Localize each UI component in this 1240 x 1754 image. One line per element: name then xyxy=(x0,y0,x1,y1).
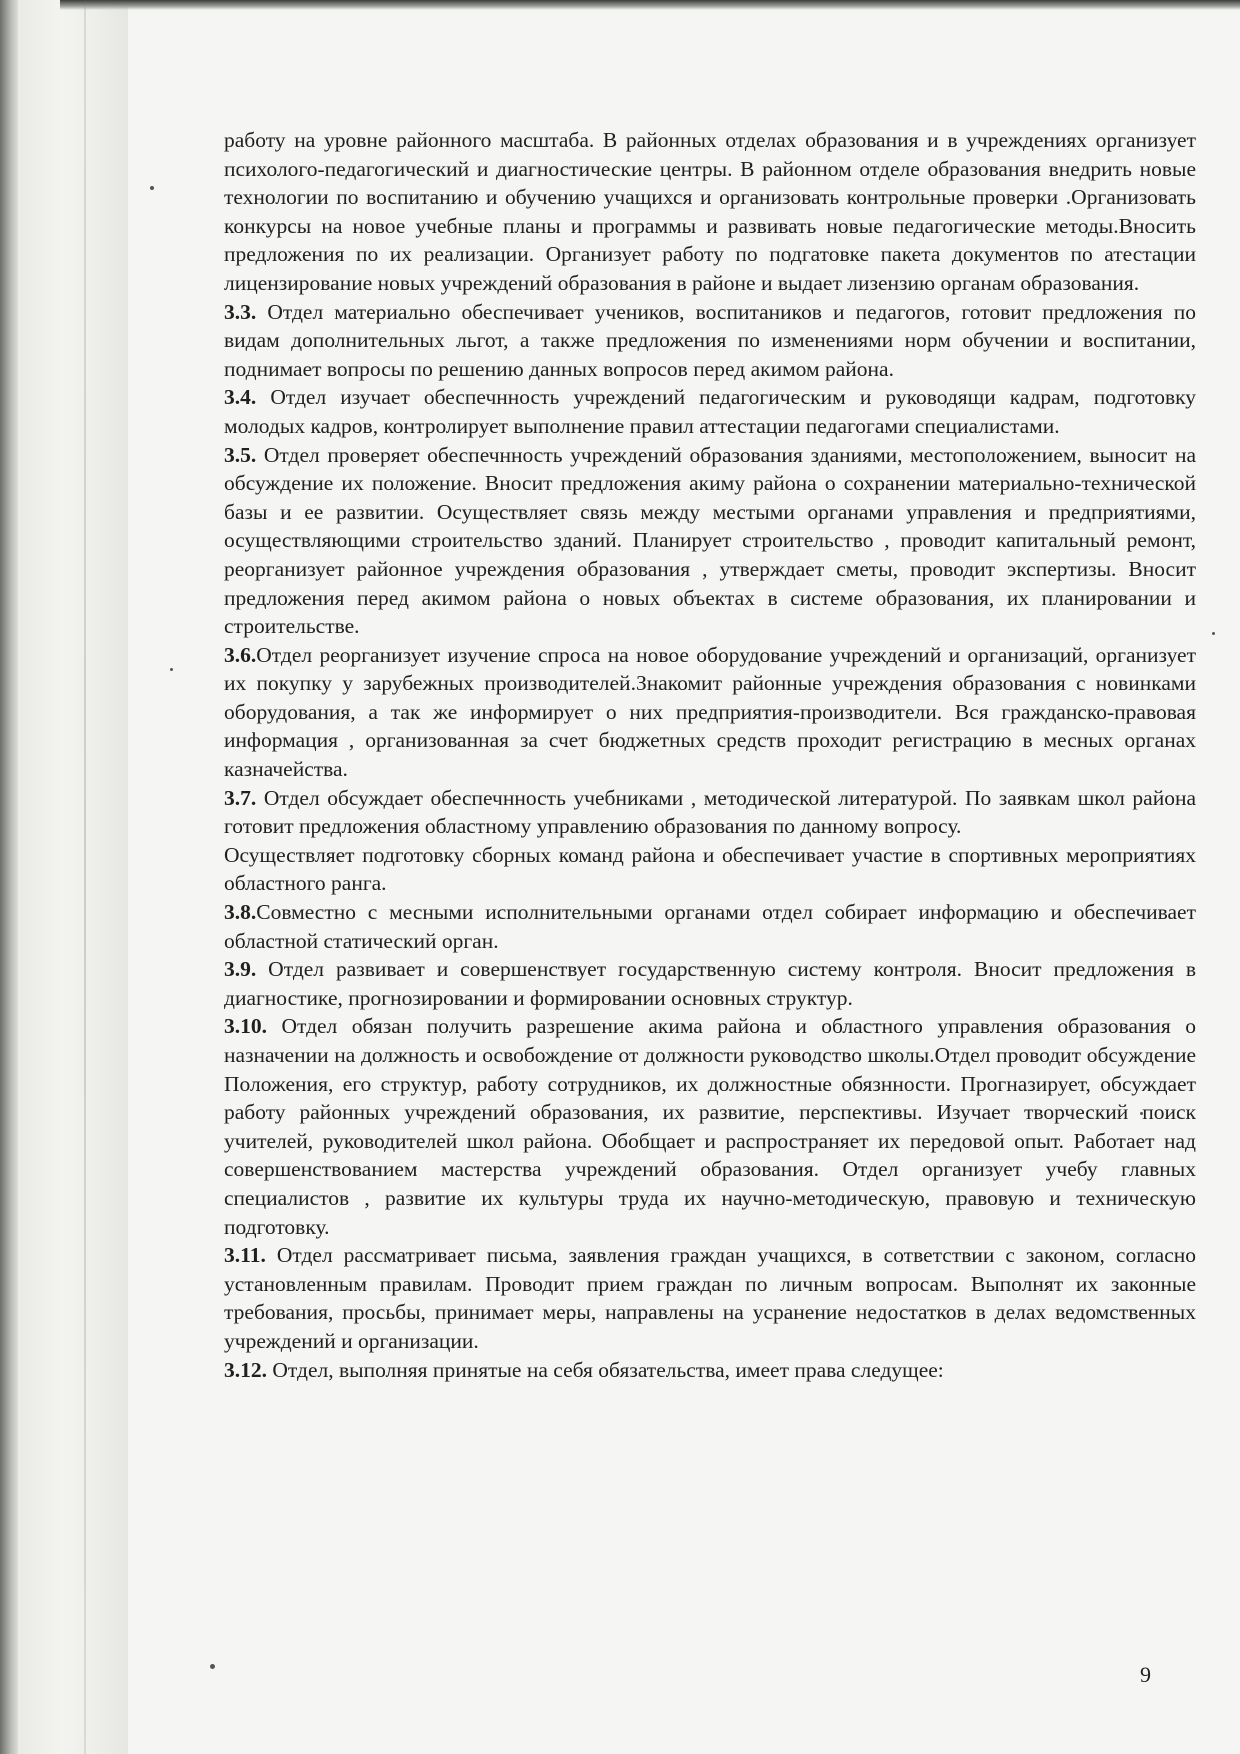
page-fold-line xyxy=(84,0,86,1754)
paragraph xyxy=(224,641,1196,784)
paragraph-number: 3.11. xyxy=(224,1243,266,1268)
paragraph-number: 3.3. xyxy=(224,299,257,324)
paragraph xyxy=(224,126,1196,298)
paragraph xyxy=(224,841,1196,898)
scan-speck xyxy=(170,668,173,671)
document-body xyxy=(224,126,1196,1384)
paragraph-text: Отдел изучает обеспечнность учреждений педагогическим и руководящи кадрам, подготовку молодых кадров, контролирует выполнение правил аттестации педагогами специалистами. xyxy=(224,385,1196,438)
paragraph-text: Отдел развивает и совершенствует государственную систему контроля. Вносит предложения в диагностике, прогнозировании и формировании основных структур. xyxy=(224,957,1196,1010)
paragraph-text: Отдел обсуждает обеспечнность учебниками , методической литературой. По заявкам школ района готовит предложения областному управлению образования по данному вопросу. xyxy=(224,785,1196,839)
paragraph-number: 3.5. xyxy=(224,442,257,467)
paragraph-number: 3.8. xyxy=(224,900,257,925)
paragraph-text: Отдел, выполняя принятые на себя обязательства, имеет права следущее: xyxy=(267,1357,944,1382)
paragraph xyxy=(224,955,1196,1012)
page-number: 9 xyxy=(1140,1662,1151,1687)
paragraph-text: Отдел проверяет обеспечнность учреждений образования зданиями, местоположением, выносит на обсуждение их положение. Вносит предложения акиму района о сохранении материально-технической базы и ее развитии. Осуществляет связь между местыми органами управления и предприятиями, осуществляющими строительство зданий. Планирует строительство , проводит капитальный ремонт, реорганизует районное учреждения образования , утверждает сметы, проводит экспертизы. Вносит предложения перед акимом района о новых объектах в системе образования, их планировании и строительстве. xyxy=(224,442,1196,639)
paragraph-number: 3.10. xyxy=(224,1014,267,1039)
scan-speck xyxy=(210,1664,215,1669)
paragraph-text: Отдел реорганизует изучение спроса на новое оборудование учреждений и организаций, организует их покупку у зарубежных производителей.Знакомит районные учреждения образования с новинками оборудования, а так же информирует о них предприятия-производители. Вся гражданско-правовая информация , организованная за счет бюджетных средств проходит регистрацию в месных органах казначейства. xyxy=(224,642,1196,782)
paragraph xyxy=(224,383,1196,440)
paragraph-text: Отдел материально обеспечивает учеников, воспитаников и педагогов, готовит предложения по видам дополнительных льгот, а также предложения по изменениями норм обучении и воспитании, поднимает вопросы по решению данных вопросов перед акимом района. xyxy=(224,299,1196,381)
paragraph-number: 3.7. xyxy=(224,785,257,810)
paragraph xyxy=(224,898,1196,955)
paragraph-text: Отдел рассматривает письма, заявления граждан учащихся, в сответствии с законом, согласно установленным правилам. Проводит прием граждан по личным вопросам. Выполнят их законные требования, просьбы, принимает меры, направлены на усранение недостатков в делах ведомственных учреждений и организации. xyxy=(224,1243,1196,1353)
paragraph xyxy=(224,1012,1196,1241)
paragraph-number: 3.12. xyxy=(224,1357,267,1382)
scan-speck xyxy=(150,186,154,190)
paragraph xyxy=(224,1356,1196,1385)
page-gutter xyxy=(18,0,128,1754)
paragraph-text: Осуществляет подготовку сборных команд района и обеспечивает участие в спортивных мероприятиях областного ранга. xyxy=(224,842,1196,896)
paragraph xyxy=(224,784,1196,841)
paragraph-number: 3.6. xyxy=(224,642,257,667)
paragraph xyxy=(224,298,1196,384)
paragraph-number: 3.9. xyxy=(224,957,257,982)
paragraph xyxy=(224,441,1196,641)
paragraph-text: работу на уровне районного масштаба. В районных отделах образования и в учреждениях организует психолого-педагогический и диагностические центры. В районном отделе образования внедрить новые технологии по воспитанию и обучению учащихся и организовать контрольные проверки .Организовать конкурсы на новое учебные планы и программы и развивать новые педагогические методы.Вносить предложения по их реализации. Организует работу по подгатовке пакета документов по атестации лицензирование новых учреждений образования в районе и выдает лизензию органам образования. xyxy=(224,128,1196,295)
book-spine-edge xyxy=(0,0,18,1754)
scan-speck xyxy=(1212,632,1215,635)
paragraph-text: Отдел обязан получить разрешение акима района и областного управления образования о назначении на должность и освобождение от должности руководство школы.Отдел проводит обсуждение Положения, его структур, работу сотрудников, их должностные обязнности. Прогназирует, обсуждает работу районных учреждений образования, их развитие, перспективы. Изучает творческий поиск учителей, руководителей школ района. Обобщает и распространяет их передовой опыт. Работает над совершенствованием мастерства учреждений образования. Отдел организует учебу главных специалистов , развитие их культуры труда их научно-методическую, правовую и техническую подготовку. xyxy=(224,1014,1196,1239)
paragraph-number: 3.4. xyxy=(224,385,257,410)
paragraph-text: Совместно с месными исполнительными органами отдел собирает информацию и обеспечивает областной статический орган. xyxy=(224,900,1196,953)
scan-top-edge xyxy=(60,0,1240,10)
paragraph xyxy=(224,1241,1196,1355)
